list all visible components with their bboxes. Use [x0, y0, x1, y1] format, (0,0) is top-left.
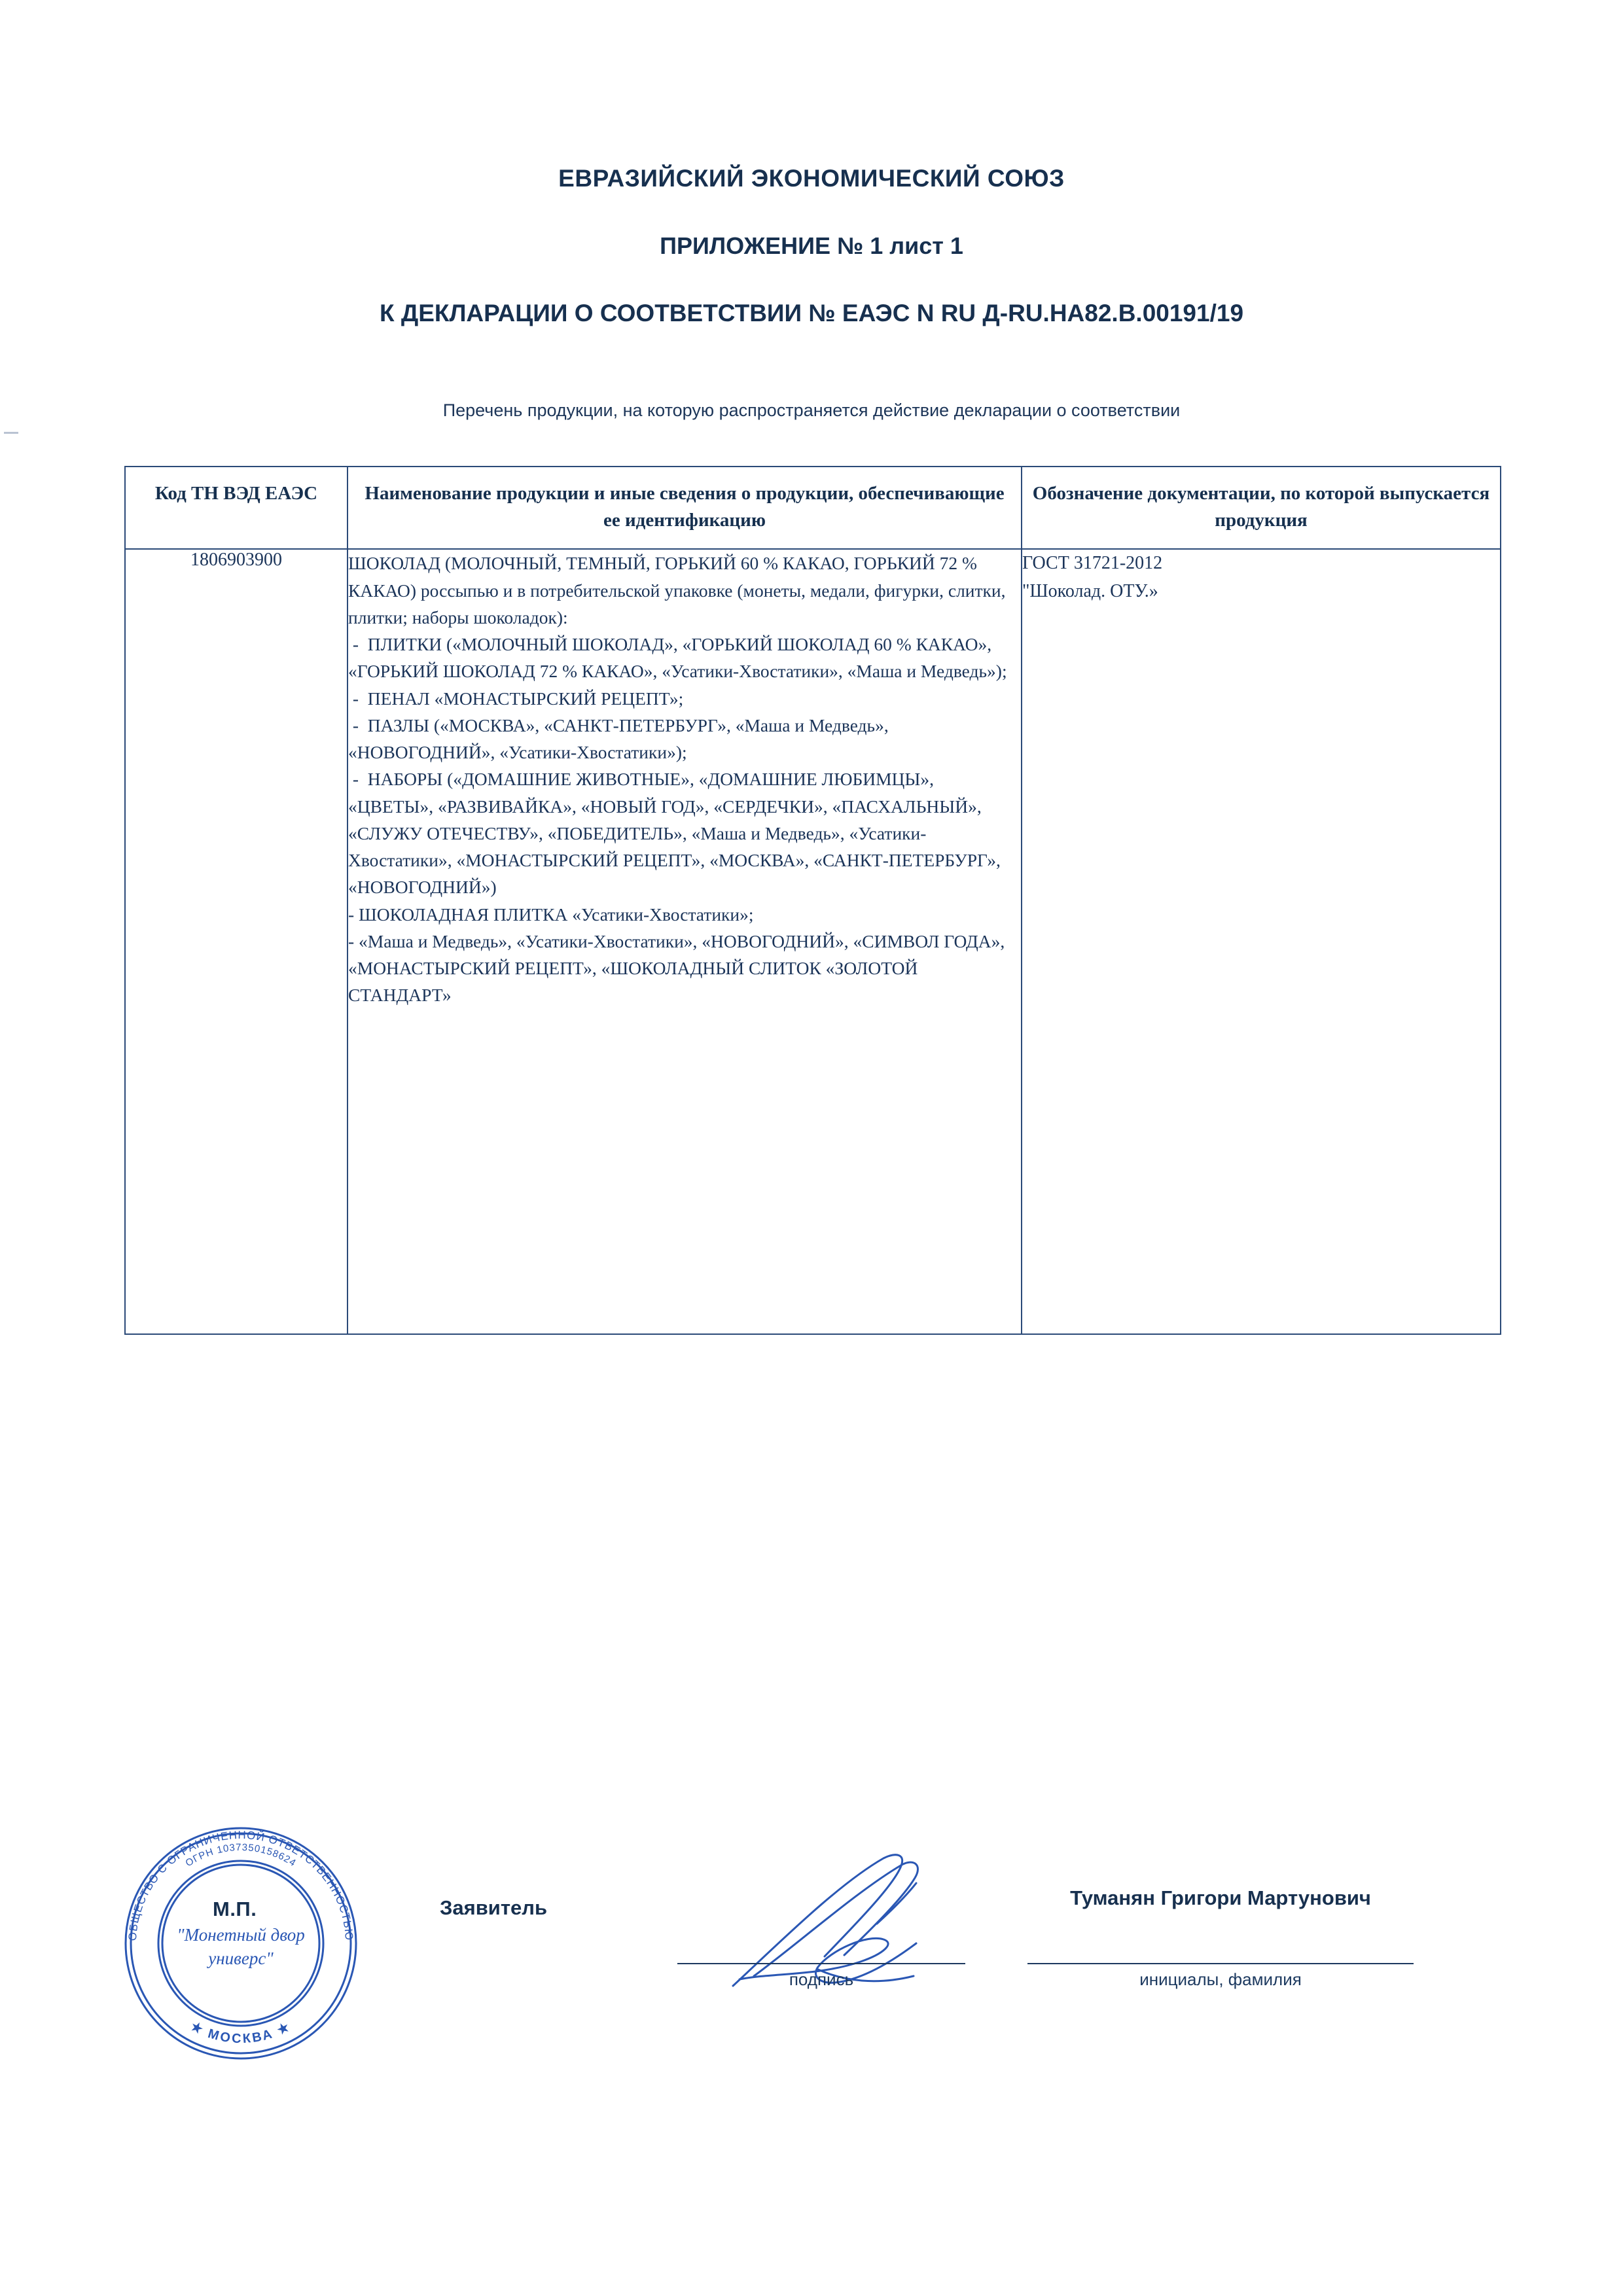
product-table: [124, 466, 1501, 1335]
scan-artifact: [4, 432, 18, 434]
signature-line: [677, 1963, 965, 1964]
description-line: ШОКОЛАД (МОЛОЧНЫЙ, ТЕМНЫЙ, ГОРЬКИЙ 60 % КАКАО, ГОРЬКИЙ 72 % КАКАО) россыпью и в потребительской упаковке (монеты, медали, фигурки, слитки, плитки; наборы шоколадок):: [348, 553, 1010, 627]
table-header-doc: Обозначение документации, по которой выпускается продукция: [1022, 467, 1501, 549]
description-line: - ПЛИТКИ («МОЛОЧНЫЙ ШОКОЛАД», «ГОРЬКИЙ ШОКОЛАД 60 % КАКАО», «ГОРЬКИЙ ШОКОЛАД 72 % КАКАО», «Усатики-Хвостатики», «Маша и Медведь»);: [348, 634, 1007, 682]
svg-text:универс": универс": [208, 1949, 274, 1968]
svg-text:★ МОСКВА ★: ★ МОСКВА ★: [188, 2019, 294, 2047]
company-stamp: [110, 1812, 372, 2074]
cell-code: 1806903900: [125, 549, 348, 1334]
description-line: - «Маша и Медведь», «Усатики-Хвостатики», «НОВОГОДНИЙ», «СИМВОЛ ГОДА», «МОНАСТЫРСКИЙ РЕЦЕПТ», «ШОКОЛАДНЫЙ СЛИТОК «ЗОЛОТОЙ СТАНДАРТ»: [348, 930, 1010, 1006]
description-line: - ПЕНАЛ «МОНАСТЫРСКИЙ РЕЦЕПТ»;: [348, 688, 684, 709]
declaration-line: К ДЕКЛАРАЦИИ О СООТВЕТСТВИИ № ЕАЭС N RU Д-RU.HA82.B.00191/19: [379, 300, 1244, 327]
applicant-label: Заявитель: [440, 1896, 548, 1919]
cell-documentation: [1022, 549, 1501, 1334]
handwritten-signature: [720, 1845, 995, 2015]
svg-text:ОГРН 1037350158624: ОГРН 1037350158624: [183, 1841, 298, 1869]
description-line: - НАБОРЫ («ДОМАШНИЕ ЖИВОТНЫЕ», «ДОМАШНИЕ ЛЮБИМЦЫ», «ЦВЕТЫ», «РАЗВИВАЙКА», «НОВЫЙ ГОД», «СЕРДЕЧКИ», «ПАСХАЛЬНЫЙ», «СЛУЖУ ОТЕЧЕСТВУ», «ПОБЕДИТЕЛЬ», «Маша и Медведь», «Усатики-Хвостатики», «МОНАСТЫРСКИЙ РЕЦЕПТ», «МОСКВА», «САНКТ-ПЕТЕРБУРГ», «НОВОГОДНИЙ»): [348, 769, 1005, 898]
appendix-line: ПРИЛОЖЕНИЕ № 1 лист 1: [660, 232, 963, 259]
name-line: [1027, 1963, 1414, 1964]
table-header-row: [125, 467, 1501, 549]
name-caption: инициалы, фамилия: [1139, 1969, 1302, 1989]
table-header-code: Код ТН ВЭД ЕАЭС: [125, 467, 348, 549]
page-title: ЕВРАЗИЙСКИЙ ЭКОНОМИЧЕСКИЙ СОЮЗ: [558, 165, 1065, 192]
cell-description: [348, 549, 1022, 1334]
person-name: Туманян Григори Мартунович: [1070, 1886, 1371, 1909]
stamp-label: М.П.: [213, 1898, 257, 1920]
table-row: [125, 549, 1501, 1334]
signature-caption: подпись: [789, 1969, 854, 1989]
product-list-note: Перечень продукции, на которую распространяется действие декларации о соответствии: [442, 400, 1181, 420]
svg-text:ОБЩЕСТВО С ОГРАНИЧЕННОЙ ОТВЕТС: ОБЩЕСТВО С ОГРАНИЧЕННОЙ ОТВЕТСТВЕННОСТЬЮ: [126, 1828, 356, 1941]
table-header-name: Наименование продукции и иные сведения о продукции, обеспечивающие ее идентификацию: [348, 467, 1022, 549]
svg-text:"Монетный двор: "Монетный двор: [177, 1925, 305, 1945]
doc-line: "Шоколад. ОТУ.»: [1022, 580, 1158, 601]
description-line: - ПАЗЛЫ («МОСКВА», «САНКТ-ПЕТЕРБУРГ», «Маша и Медведь», «НОВОГОДНИЙ», «Усатики-Хвостатики»);: [348, 715, 893, 763]
description-line: - ШОКОЛАДНАЯ ПЛИТКА «Усатики-Хвостатики»;: [348, 904, 754, 925]
doc-line: ГОСТ 31721-2012: [1022, 553, 1163, 574]
